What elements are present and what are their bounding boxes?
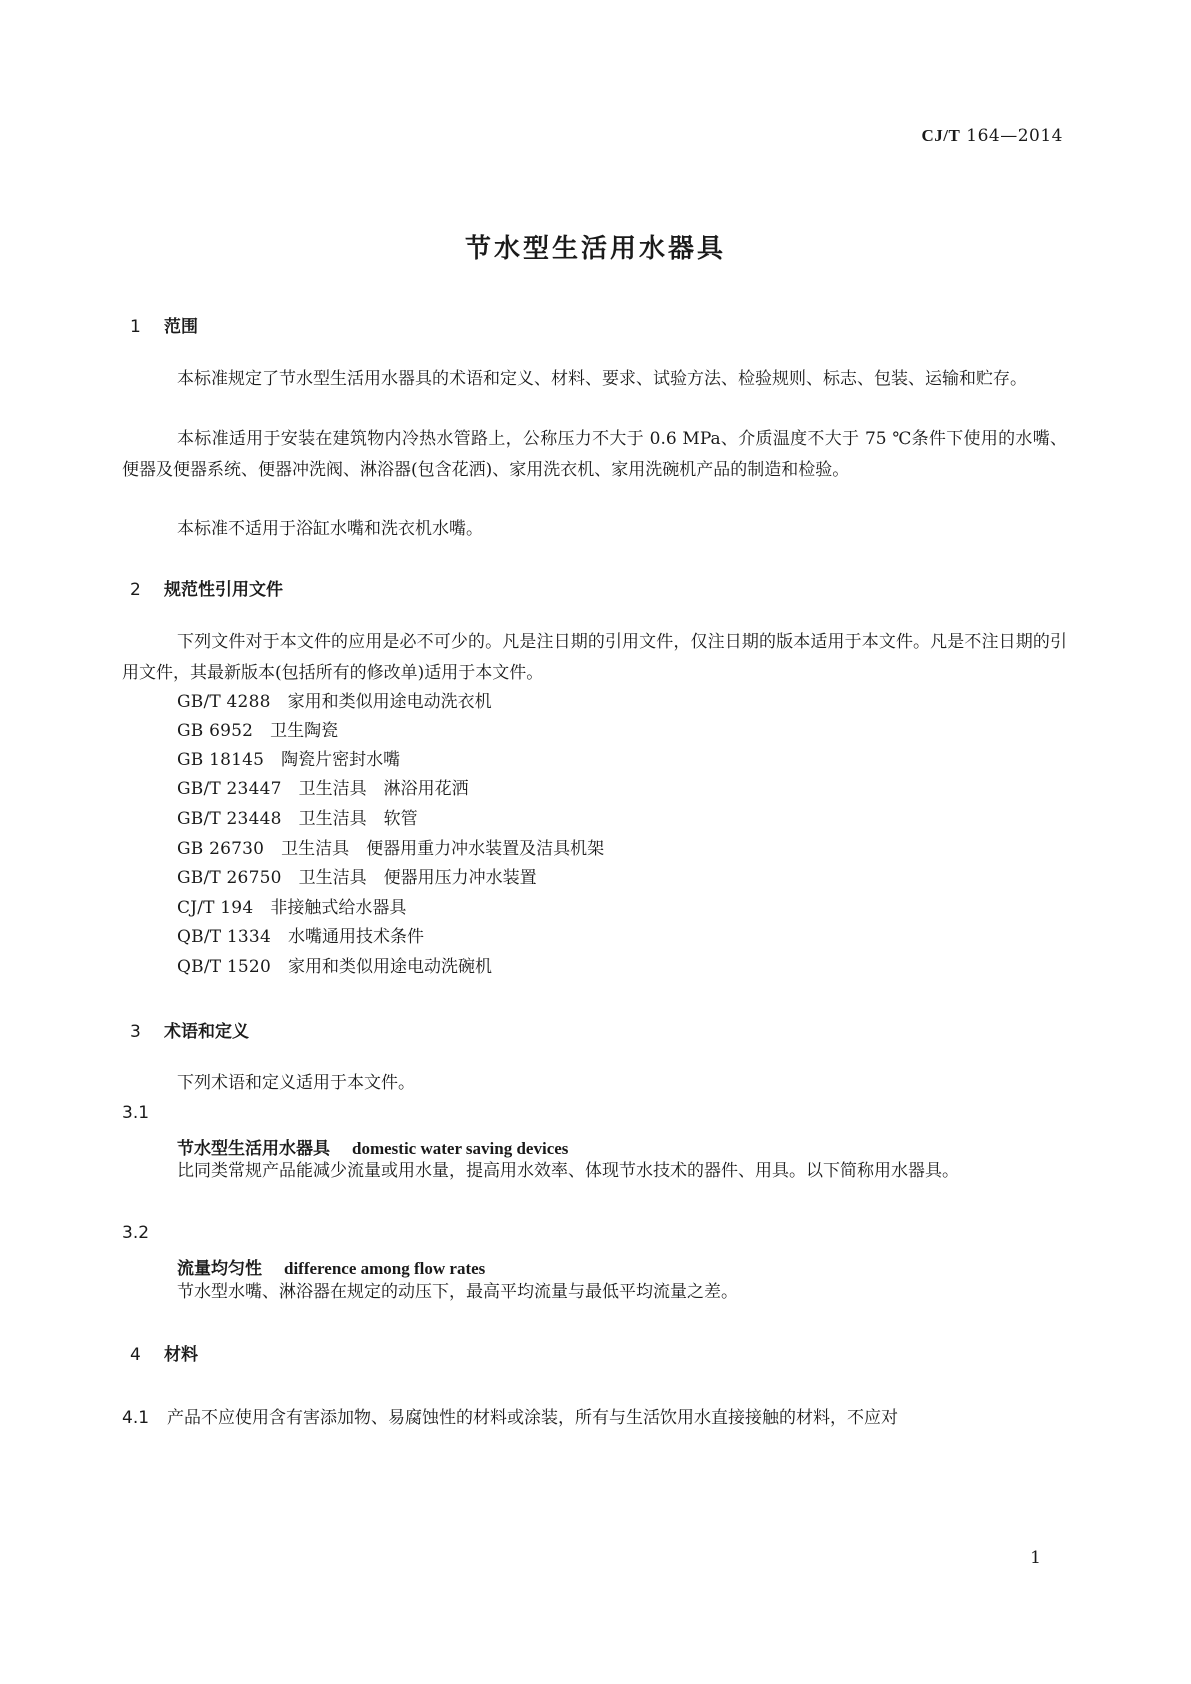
reference-item: GB/T 23448 卫生洁具 软管 xyxy=(177,809,418,829)
reference-item: QB/T 1520 家用和类似用途电动洗碗机 xyxy=(177,957,492,977)
reference-item: GB/T 23447 卫生洁具 淋浴用花洒 xyxy=(177,779,469,799)
term-3-1-definition: 比同类常规产品能减少流量或用水量，提高用水效率、体现节水技术的器件、用具。以下简称用水器具。 xyxy=(177,1161,959,1181)
clause-4-1: 4.1 产品不应使用含有害添加物、易腐蚀性的材料或涂装，所有与生活饮用水直接接触的材料，不应对 xyxy=(122,1408,899,1428)
page-number: 1 xyxy=(1030,1548,1041,1568)
section-1-heading: 1 范围 xyxy=(130,317,198,337)
section-2-heading: 2 规范性引用文件 xyxy=(130,580,283,600)
term-3-2-definition: 节水型水嘴、淋浴器在规定的动压下，最高平均流量与最低平均流量之差。 xyxy=(177,1282,738,1302)
section-1-paragraph-2: 本标准适用于安装在建筑物内冷热水管路上，公称压力不大于 0.6 MPa、介质温度不大于 75 ℃条件下使用的水嘴、便器及便器系统、便器冲洗阀、淋浴器(包含花洒)、家用洗衣机、家用洗碗机产品的制造和检验。 xyxy=(122,429,1067,480)
reference-item: GB 6952 卫生陶瓷 xyxy=(177,721,339,741)
clause-number: 3.2 xyxy=(122,1223,150,1243)
section-3-paragraph-1: 下列术语和定义适用于本文件。 xyxy=(177,1073,415,1093)
reference-item: CJ/T 194 非接触式给水器具 xyxy=(177,898,407,918)
section-3-heading: 3 术语和定义 xyxy=(130,1022,249,1042)
reference-item: QB/T 1334 水嘴通用技术条件 xyxy=(177,927,424,947)
reference-item: GB/T 26750 卫生洁具 便器用压力冲水装置 xyxy=(177,868,537,888)
section-2-paragraph-1: 下列文件对于本文件的应用是必不可少的。凡是注日期的引用文件，仅注日期的版本适用于本文件。凡是不注日期的引用文件，其最新版本(包括所有的修改单)适用于本文件。 xyxy=(122,632,1067,683)
clause-number: 3.1 xyxy=(122,1103,150,1123)
section-1-paragraph-3: 本标准不适用于浴缸水嘴和洗衣机水嘴。 xyxy=(177,519,483,539)
section-4-heading: 4 材料 xyxy=(130,1345,198,1365)
reference-item: GB 18145 陶瓷片密封水嘴 xyxy=(177,750,401,770)
section-1-paragraph-1: 本标准规定了节水型生活用水器具的术语和定义、材料、要求、试验方法、检验规则、标志、包装、运输和贮存。 xyxy=(177,369,1027,389)
term-3-2: 流量均匀性 difference among flow rates xyxy=(177,1259,486,1279)
reference-item: GB 26730 卫生洁具 便器用重力冲水装置及洁具机架 xyxy=(177,839,605,859)
reference-item: GB/T 4288 家用和类似用途电动洗衣机 xyxy=(177,692,492,712)
standard-number: CJ/T 164—2014 xyxy=(921,126,1063,146)
document-title: 节水型生活用水器具 xyxy=(464,234,726,264)
term-3-1: 节水型生活用水器具 domestic water saving devices xyxy=(177,1139,569,1159)
